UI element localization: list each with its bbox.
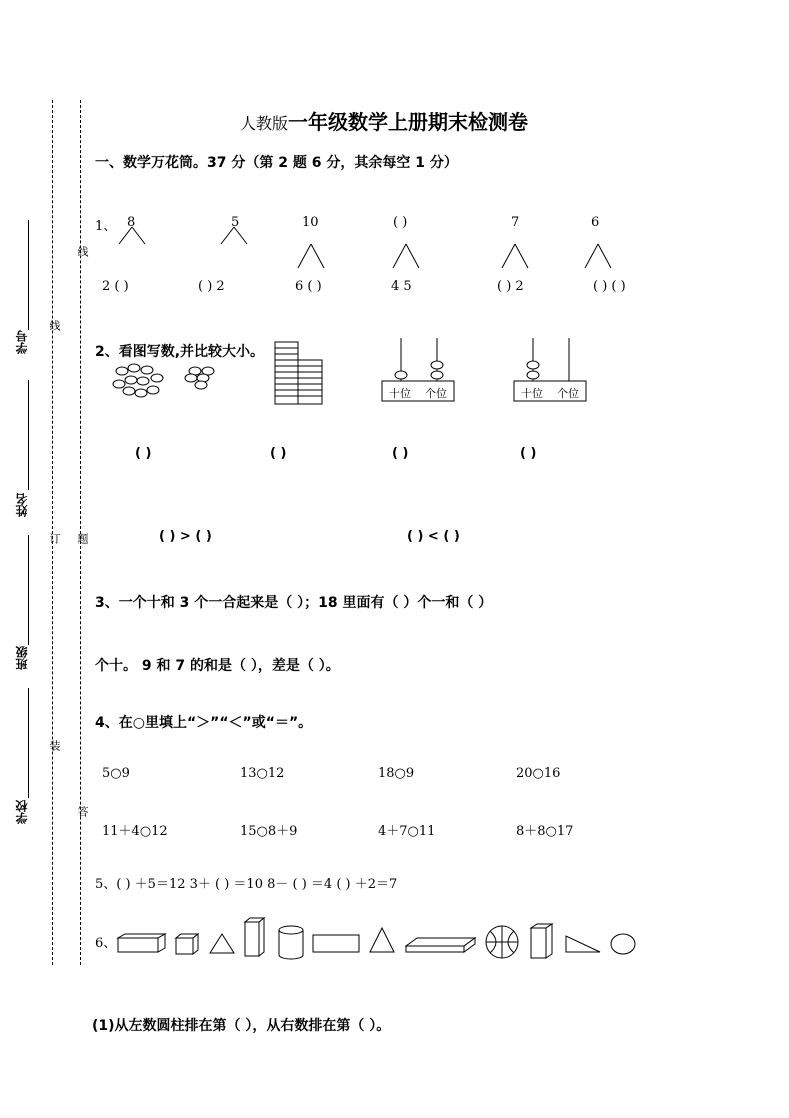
q4-item-1[interactable]: 5○9 — [102, 766, 130, 781]
q1-top-6: 6 — [591, 215, 600, 230]
title-main: 一年级数学上册期末检测卷 — [288, 110, 529, 134]
q4-item-3[interactable]: 18○9 — [378, 766, 415, 781]
q1-top-3: 10 — [302, 215, 319, 230]
school-label: 学校 — [15, 800, 29, 824]
binding-char-zhuang: 装 — [48, 740, 61, 751]
triangle-2 — [370, 928, 394, 952]
q4-label: 4、在○里填上“＞”“＜”或“＝”。 — [95, 715, 313, 731]
small-cube — [176, 934, 198, 954]
section1-heading: 一、数学万花筒。37 分（第 2 题 6 分，其余每空 1 分） — [95, 155, 458, 171]
q2-compare-1[interactable]: ( ) > ( ) — [159, 529, 212, 544]
q4-item-2[interactable]: 13○12 — [240, 766, 285, 781]
q2-blank-4[interactable]: ( ) — [520, 446, 537, 461]
ball — [486, 926, 518, 958]
binding-char-ding: 订 — [48, 533, 61, 544]
q1-bottom-5: ( ) 2 — [497, 279, 524, 294]
q3-line2: 个十。 9 和 7 的和是（ ），差是（ ）。 — [95, 658, 340, 674]
abacus2-tens-label: 十位 — [521, 387, 543, 400]
tall-cuboid — [245, 918, 264, 956]
name-label: 姓名 — [15, 493, 29, 517]
q1-top-5: 7 — [511, 215, 520, 230]
q6-label: 6、 — [95, 936, 117, 951]
q2-blank-3[interactable]: ( ) — [392, 446, 409, 461]
q3-line1: 3、一个十和 3 个一合起来是（ ）；18 里面有（ ）个一和（ ） — [95, 595, 493, 611]
q1-label: 1、 — [95, 219, 117, 234]
q2-blank-1[interactable]: ( ) — [135, 446, 152, 461]
q5-line[interactable]: 5、( ) ＋5＝12 3＋ ( ) ＝10 8－ ( ) ＝4 ( ) ＋2＝7 — [95, 877, 398, 892]
q6-sub1: (1)从左数圆柱排在第（ ），从右数排在第（ ）。 — [92, 1018, 391, 1034]
inner-char-line: 线 — [76, 246, 89, 257]
circle-oval — [611, 934, 635, 954]
abacus2-ones-label: 个位 — [557, 387, 579, 400]
abacus1-ones-label: 个位 — [425, 387, 447, 400]
inner-char-ti: 题 — [76, 533, 89, 544]
rectangle — [313, 935, 359, 952]
abacus1-tens-label: 十位 — [389, 387, 411, 400]
inner-char-da: 答 — [76, 806, 89, 817]
q1-bottom-4: 4 5 — [391, 279, 412, 294]
q2-label: 2、看图写数,并比较大小。 — [95, 344, 265, 360]
flat-cuboid — [406, 938, 475, 952]
q4-item-7[interactable]: 4＋7○11 — [378, 824, 436, 839]
q1-top-1: 8 — [127, 215, 136, 230]
q2-compare-2[interactable]: ( ) < ( ) — [407, 529, 460, 544]
q4-item-5[interactable]: 11＋4○12 — [102, 824, 168, 839]
q4-item-4[interactable]: 20○16 — [516, 766, 561, 781]
q1-top-4: ( ) — [393, 215, 408, 230]
student-no-label: 学号 — [15, 330, 29, 354]
q1-bottom-1: 2 ( ) — [102, 279, 129, 294]
triangle-1 — [210, 934, 234, 953]
class-label: 班级 — [15, 646, 29, 670]
q1-bottom-2: ( ) 2 — [198, 279, 225, 294]
title-prefix: 人教版 — [240, 114, 289, 133]
q2-blank-2[interactable]: ( ) — [270, 446, 287, 461]
binding-char-line: 线 — [48, 320, 61, 331]
q1-top-2: 5 — [231, 215, 240, 230]
long-cuboid — [118, 934, 165, 952]
q1-bottom-3: 6 ( ) — [295, 279, 322, 294]
q4-item-6[interactable]: 15○8＋9 — [240, 824, 298, 839]
q1-bottom-6: ( ) ( ) — [593, 279, 626, 294]
tall-cuboid-2 — [531, 924, 552, 958]
right-triangle — [566, 936, 600, 952]
cylinder — [279, 926, 303, 959]
q4-item-8[interactable]: 8＋8○17 — [516, 824, 574, 839]
